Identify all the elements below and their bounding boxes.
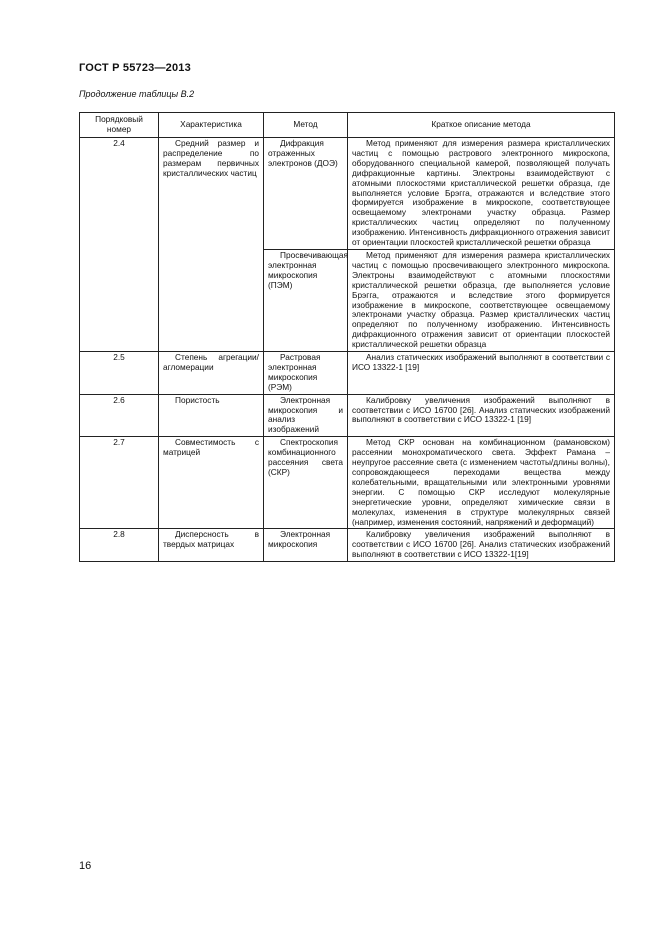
- cell-method: Электронная микроскопия и анализ изображений: [264, 394, 348, 437]
- cell-method: Электронная микроскопия: [264, 529, 348, 562]
- column-header-description: Краткое описание метода: [348, 113, 615, 138]
- cell-description: Анализ статических изображений выполняют в соответствии с ИСО 13322-1 [19]: [348, 352, 615, 395]
- cell-description: Калибровку увеличения изображений выполняют в соответствии с ИСО 16700 [26]. Анализ статических изображений выполняют в соответствии с ИСО 13322-1 [19]: [348, 394, 615, 437]
- cell-description: Калибровку увеличения изображений выполняют в соответствии с ИСО 16700 [26]. Анализ статических изображений выполняют в соответствии с ИСО 13322-1[19]: [348, 529, 615, 562]
- document-header: ГОСТ Р 55723—2013: [79, 62, 191, 74]
- page-number: 16: [79, 860, 92, 872]
- cell-characteristic: Пористость: [159, 394, 264, 437]
- cell-method: Растровая электронная микроскопия (РЭМ): [264, 352, 348, 395]
- cell-number: 2.8: [80, 529, 159, 562]
- table-row: [80, 529, 615, 562]
- column-header-method: Метод: [264, 113, 348, 138]
- column-header-characteristic: Характеристика: [159, 113, 264, 138]
- table-caption: Продолжение таблицы В.2: [79, 89, 195, 99]
- table-row: [80, 437, 615, 529]
- cell-method: Спектроскопия комбинационного рассеяния света (СКР): [264, 437, 348, 529]
- cell-description: Метод применяют для измерения размера кристаллических частиц с помощью растрового электронного микроскопа, оборудованного специальной камерой, позволяющей получать дифракционные картины. Электроны взаимодействуют с атомными плоскостями кристаллической решетки образца, где выполняется условие Брэгга, отражаются и вследствие этого формируется изображение в микроскопе, соответствующее освещаемому электронами участку образца. Размер кристаллических частиц определяют по полученному изображению. Интенсивность дифракционного отражения зависит от ориентации плоскостей кристаллической решетки образца: [348, 138, 615, 250]
- cell-number: 2.7: [80, 437, 159, 529]
- methods-table: [79, 112, 615, 562]
- cell-characteristic: Степень агрегации/агломерации: [159, 352, 264, 395]
- table-row: [80, 394, 615, 437]
- cell-number: 2.4: [80, 138, 159, 352]
- cell-method: Дифракция отраженных электронов (ДОЭ): [264, 138, 348, 250]
- cell-number: 2.6: [80, 394, 159, 437]
- table-header-row: [80, 113, 615, 138]
- cell-characteristic: Дисперсность в твердых матрицах: [159, 529, 264, 562]
- cell-method: Просвечивающая электронная микроскопия (ПЭМ): [264, 249, 348, 351]
- cell-number: 2.5: [80, 352, 159, 395]
- column-header-number: Порядковый номер: [80, 113, 159, 138]
- cell-characteristic: Средний размер и распределение по размерам первичных кристаллических частиц: [159, 138, 264, 352]
- cell-characteristic: Совместимость с матрицей: [159, 437, 264, 529]
- cell-description: Метод СКР основан на комбинационном (рамановском) рассеянии монохроматического света. Эффект Рамана – неупругое рассеяние света (с изменением частоты/длины волны), сопровождающееся переходами вещества между колебательными, вращательными или электронными уровнями энергии. С помощью СКР исследуют молекулярные энергетические уровни, определяют химические связи в молекулах, изменения в структуре молекулярных связей (например, изменения состояний, напряжений и деформаций): [348, 437, 615, 529]
- table-row: [80, 352, 615, 395]
- cell-description: Метод применяют для измерения размера кристаллических частиц с помощью просвечивающего электронного микроскопа. Электроны взаимодействуют с атомными плоскостями кристаллической решетки образца, где выполняется условие Брэгга, отражаются и вследствие этого формируется изображение в микроскопе, соответствующее освещаемому электронами участку образца. Размер кристаллических частиц определяют по полученному изображению. Интенсивность дифракционного отражения зависит от ориентации плоскостей кристаллической решетки образца: [348, 249, 615, 351]
- table-row: [80, 138, 615, 250]
